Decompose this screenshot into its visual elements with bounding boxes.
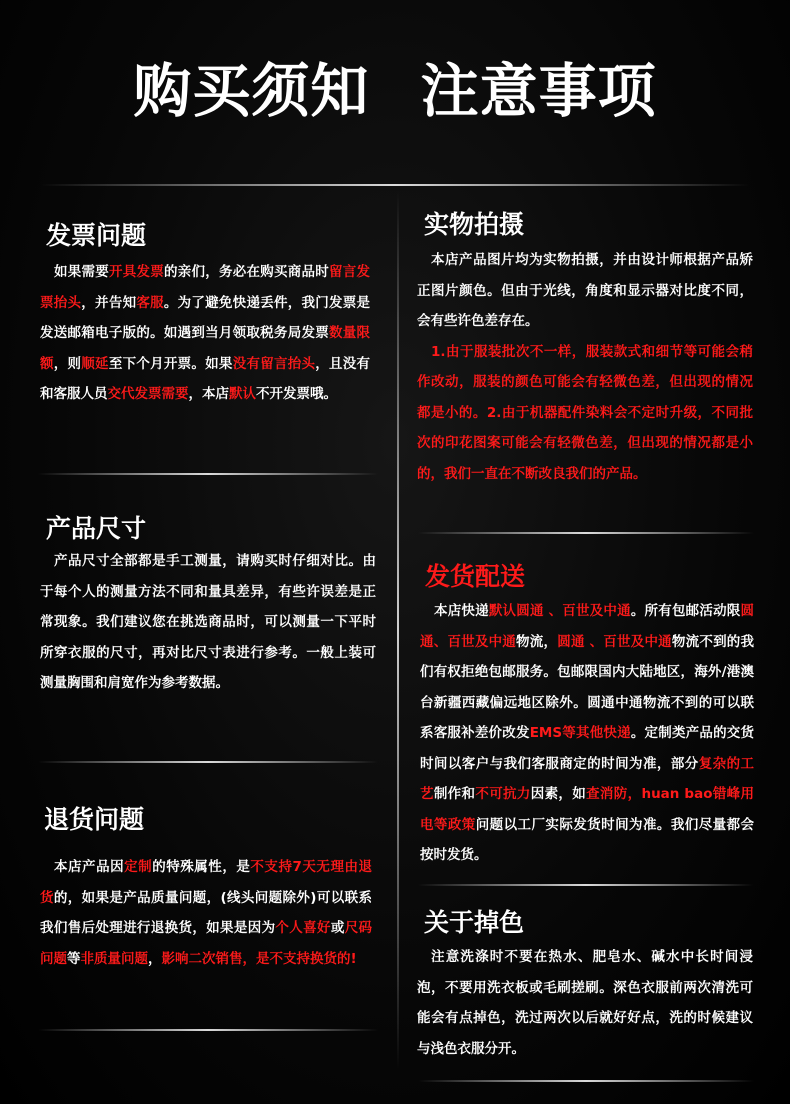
shipping-section-title: 发货配送 (425, 562, 526, 591)
photo-section-red-text: 1.由于服装批次不一样，服装款式和细节等可能会稍作改动，服装的颜色可能会有轻微色差，但出现的情况都是小的。2.由于机器配件染料会不定时升级，不同批次的印花图案可能会有轻微色差，但出现的情况都是小的，我们一直在不断改良我们的产品。 (417, 343, 753, 482)
body-text-segment: 如果需要 (54, 264, 109, 280)
highlight-text: 圆通、百世及中通 (420, 603, 755, 650)
highlight-text: EMS等其他快递 (529, 725, 631, 741)
right-divider-3 (418, 1080, 754, 1082)
left-divider-3 (38, 1029, 378, 1031)
right-divider-2 (418, 884, 754, 886)
photo-section-title: 实物拍摄 (424, 210, 525, 239)
highlight-text: 客服 (136, 294, 164, 311)
column-divider (397, 190, 399, 1070)
highlight-text: 查消防，huan bao错峰用电等政策 (420, 786, 755, 833)
size-section-body: 产品尺寸全部都是手工测量，请购买时仔细对比。由于每个人的测量方法不同和量具差异，有些许误差是正常现象。我们建议您在挑选商品时，可以测量一下平时所穿衣服的尺寸，再对比尺寸表进行参考。一般上装可测量胸围和肩宽作为参考数据。 (40, 553, 376, 691)
returns-section-title: 退货问题 (44, 805, 145, 834)
body-text-segment: 。为了避免快递丢件，我门发票是发送邮箱电子版的。如遇到当月领取税务局发票 (40, 294, 371, 341)
highlight-text: 开具发票 (109, 264, 164, 280)
invoice-section-title: 发票问题 (46, 221, 147, 250)
body-text-segment: 物流不到的我们有权拒绝包邮服务。包邮限国内大陆地区，海外/港澳台新疆西藏偏远地区除外。圆通中通物流不到的可以联系客服补差价改发 (420, 633, 755, 741)
fading-section-body: 注意洗涤时不要在热水、肥皂水、碱水中长时间浸泡，不要用洗衣板或毛刷搓刷。深色衣服前两次清洗可能会有点掉色，洗过两次以后就好好点，洗的时候建议与浅色衣服分开。 (417, 949, 753, 1057)
highlight-text: 复杂的工艺 (420, 755, 755, 802)
highlight-text: 交代发票需要 (107, 386, 189, 402)
body-text-segment: ，则 (53, 355, 82, 372)
highlight-text: 圆通 、百世及中通 (557, 633, 672, 650)
body-text-segment: 不开发票哦。 (256, 386, 337, 402)
body-text-segment: 本店快递 (434, 603, 489, 619)
highlight-text: 默认圆通 、百世及中通 (488, 603, 631, 619)
page-title: 购买须知 注意事项 (133, 57, 657, 125)
highlight-text: 定制 (124, 859, 153, 875)
body-text-segment: 或 (330, 920, 345, 936)
highlight-text: 影响二次销售，是不支持换货的! (161, 950, 357, 967)
left-divider-2 (38, 761, 378, 763)
fading-section-title: 关于掉色 (424, 908, 525, 937)
photo-section-text: 本店产品图片均为实物拍摄，并由设计师根据产品矫正图片颜色。但由于光线，角度和显示器对比度不同，会有些许色差存在。 (417, 252, 753, 329)
body-text-segment: 物流， (516, 633, 558, 650)
shipping-section-body (420, 596, 754, 871)
highlight-text: 数量限额 (40, 325, 371, 372)
body-text-segment: ，并告知 (81, 294, 137, 311)
highlight-text: 非质量问题 (80, 950, 148, 967)
highlight-text: 留言发票抬头 (40, 264, 370, 311)
body-text-segment: ，且没有和客服人员 (40, 355, 371, 402)
highlight-text: 不支持7天无理由退货 (40, 859, 373, 906)
highlight-text: 尺码问题 (40, 920, 373, 967)
photo-section-body (417, 245, 753, 489)
body-text-segment: 。定制类产品的交货时间以客户与我们客服商定的时间为准，部分 (420, 725, 755, 772)
body-text-segment: ，本店 (188, 386, 229, 402)
body-text-segment: 的特殊属性，是 (152, 859, 251, 875)
size-section-title: 产品尺寸 (46, 514, 147, 543)
body-text-segment: 因素，如 (530, 786, 587, 802)
highlight-text: 个人喜好 (275, 920, 331, 936)
returns-section-body (40, 852, 372, 974)
body-text-segment: 的，如果是产品质量问题，(线头问题除外)可以联系我们售后处理进行退换货，如果是因为 (40, 889, 373, 936)
body-text-segment: 本店产品因 (54, 859, 125, 875)
body-text-segment: 制作和 (433, 786, 476, 802)
highlight-text: 不可抗力 (475, 786, 531, 802)
body-text-segment: 至下个月开票。如果 (108, 355, 233, 372)
body-text-segment: ， (148, 950, 162, 967)
highlight-text: 顺延 (81, 355, 109, 372)
body-text-segment: 问题以工厂实际发货时间为准。我们尽量都会按时发货。 (420, 816, 755, 863)
right-divider-1 (418, 532, 754, 534)
body-text-segment: 等 (67, 950, 81, 967)
body-text-segment: 的亲们，务必在购买商品时 (164, 264, 329, 280)
highlight-text: 默认 (229, 386, 256, 402)
title-divider (40, 184, 750, 186)
left-divider-1 (38, 473, 378, 475)
highlight-text: 没有留言抬头 (232, 355, 316, 372)
body-text-segment: 。所有包邮活动限 (630, 603, 741, 619)
invoice-section-body (40, 257, 370, 410)
